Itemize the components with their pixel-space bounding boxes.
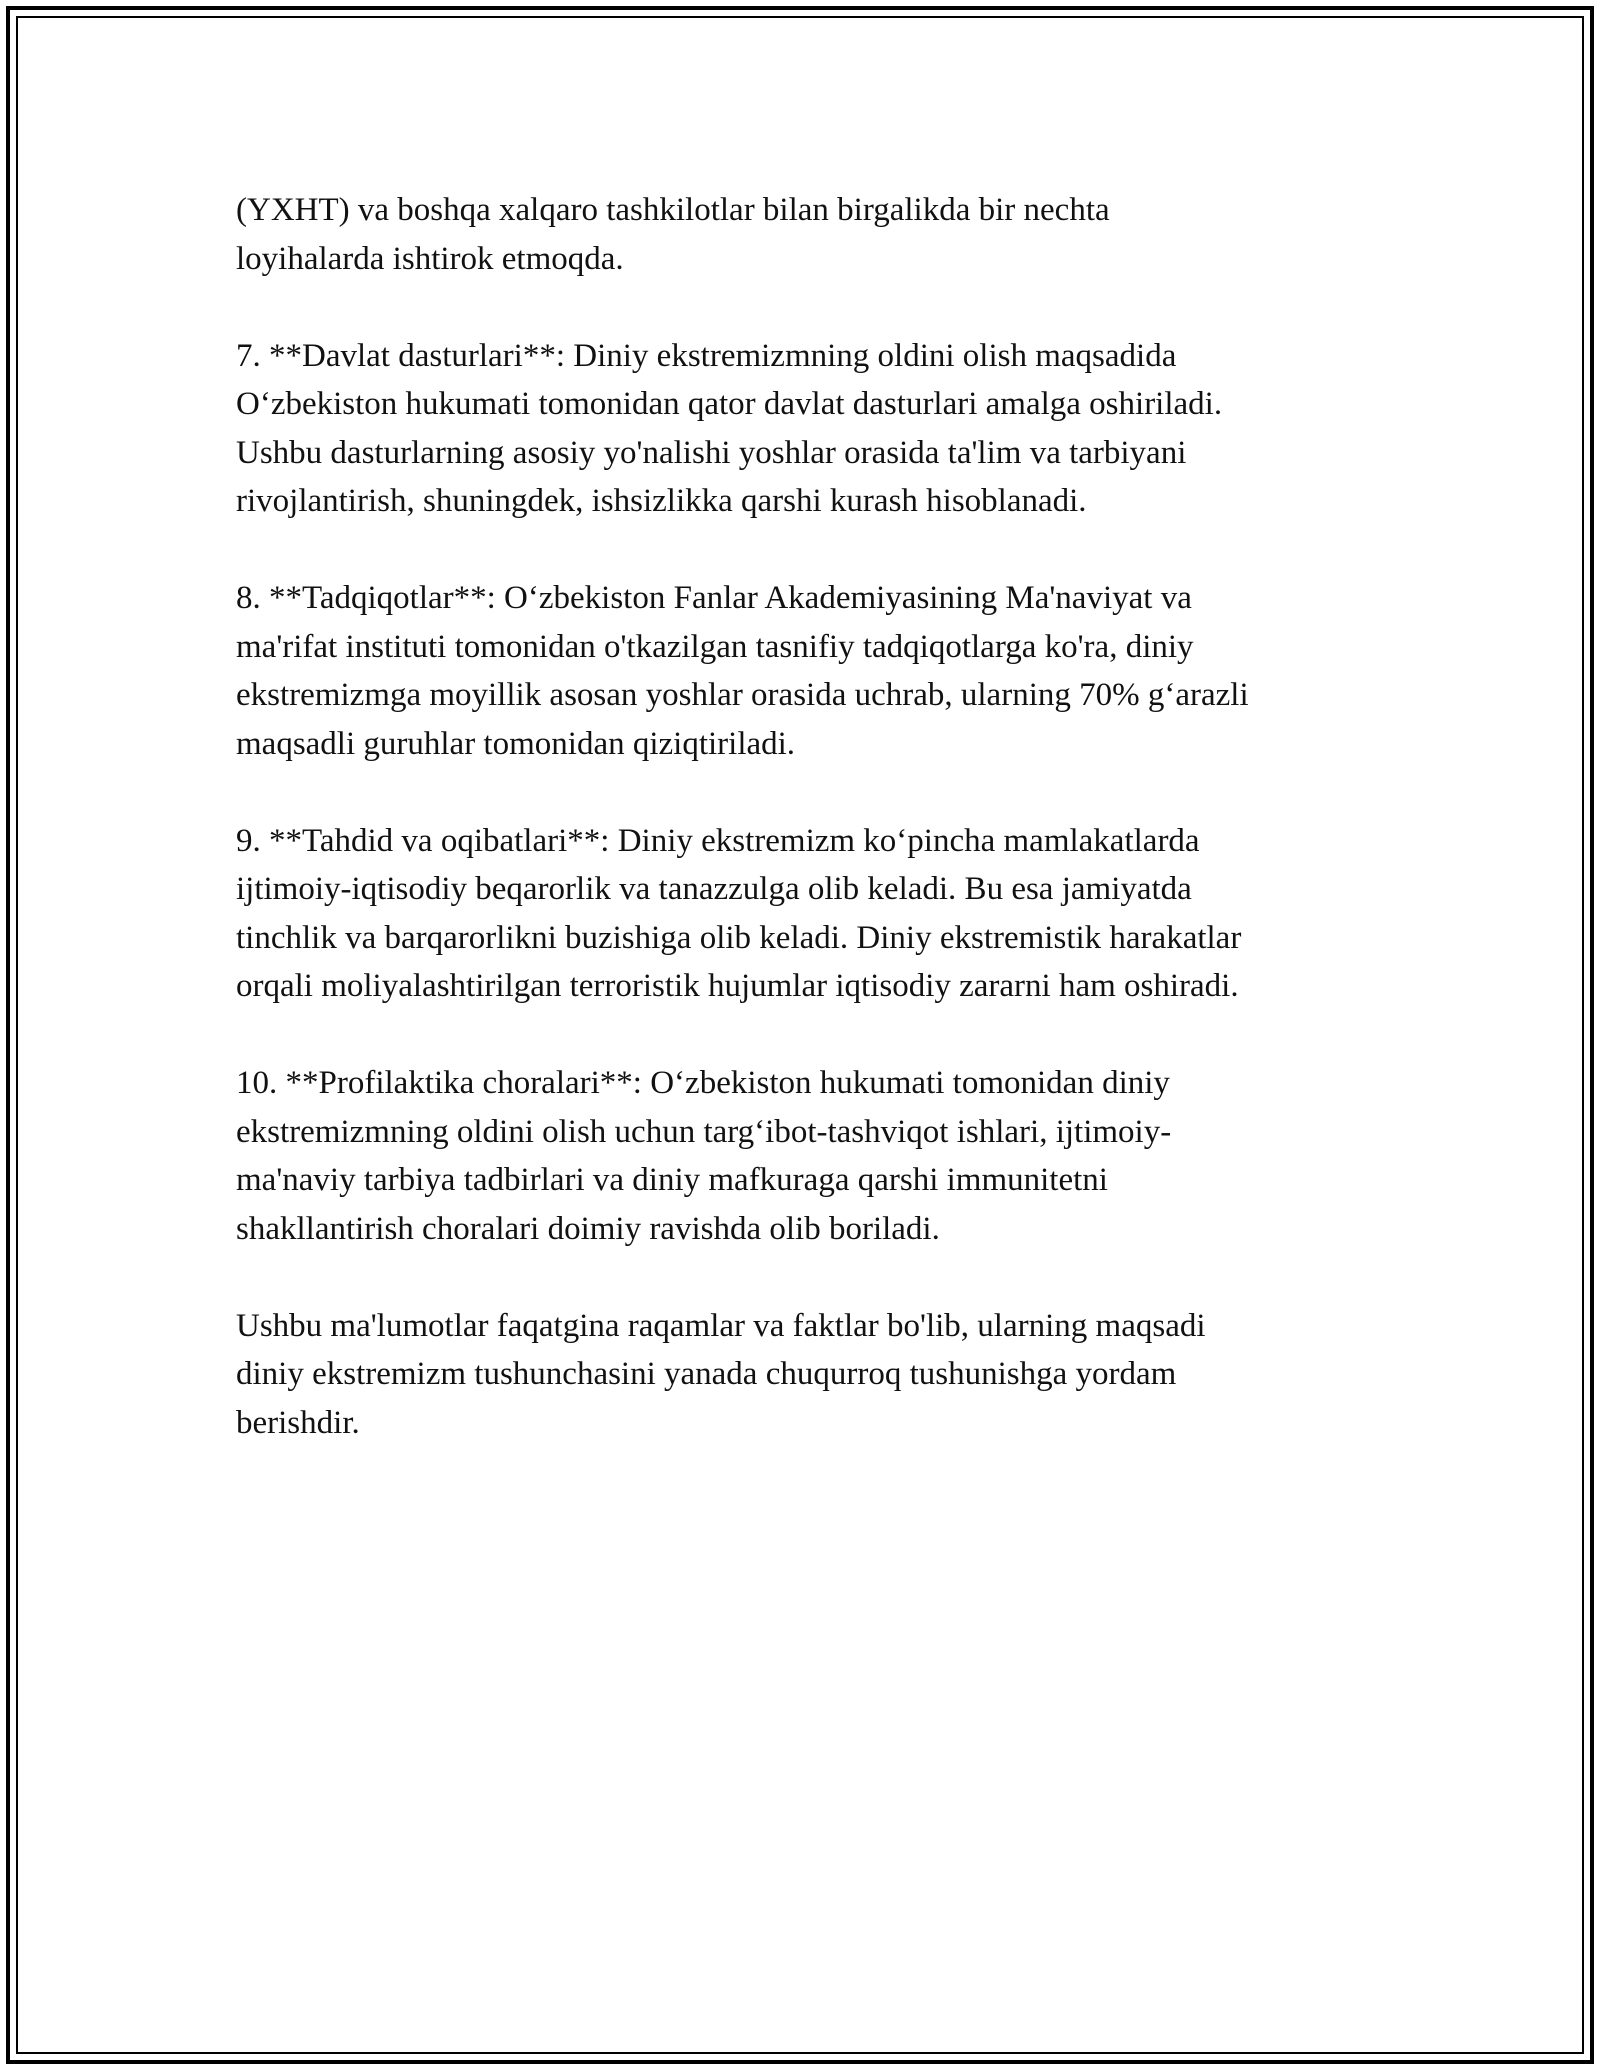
paragraph-item-8: 8. **Tadqiqotlar**: O‘zbekiston Fanlar Akademiyasining Ma'naviyat va ma'rifat instituti tomonidan o'tkazilgan tasnifiy tadqiqotlarga ko'ra, diniy ekstremizmga moyillik asosan yoshlar orasida uchrab, ularning 70% g‘arazli maqsadli guruhlar tomonidan qiziqtiriladi. [236,580,1249,762]
paragraph-intro-continuation: (YXHT) va boshqa xalqaro tashkilotlar bilan birgalikda bir nechta loyihalarda ishtirok etmoqda. [236,192,1110,277]
paragraph-item-7: 7. **Davlat dasturlari**: Diniy ekstremizmning oldini olish maqsadida O‘zbekiston hukumati tomonidan qator davlat dasturlari amalga oshiriladi. Ushbu dasturlarning asosiy yo'nalishi yoshlar orasida ta'lim va tarbiyani rivojlantirish, shuningdek, ishsizlikka qarshi kurash hisoblanadi. [236,337,1223,519]
document-body [236,186,1396,1496]
paragraph-item-9: 9. **Tahdid va oqibatlari**: Diniy ekstremizm ko‘pincha mamlakatlarda ijtimoiy-iqtisodiy beqarorlik va tanazzulga olib keladi. Bu esa jamiyatda tinchlik va barqarorlikni buzishiga olib keladi. Diniy ekstremistik harakatlar orqali moliyalashtirilgan terroristik hujumlar iqtisodiy zararni ham oshiradi. [236,822,1242,1004]
paragraph-item-10: 10. **Profilaktika choralari**: O‘zbekiston hukumati tomonidan diniy ekstremizmning oldini olish uchun targ‘ibot-tashviqot ishlari, ijtimoiy- ma'naviy tarbiya tadbirlari va diniy mafkuraga qarshi immunitetni shakllantirish choralari doimiy ravishda olib boriladi. [236,1065,1172,1247]
paragraph-conclusion: Ushbu ma'lumotlar faqatgina raqamlar va faktlar bo'lib, ularning maqsadi diniy ekstremizm tushunchasini yanada chuqurroq tushunishga yordam berishdir. [236,1307,1206,1441]
